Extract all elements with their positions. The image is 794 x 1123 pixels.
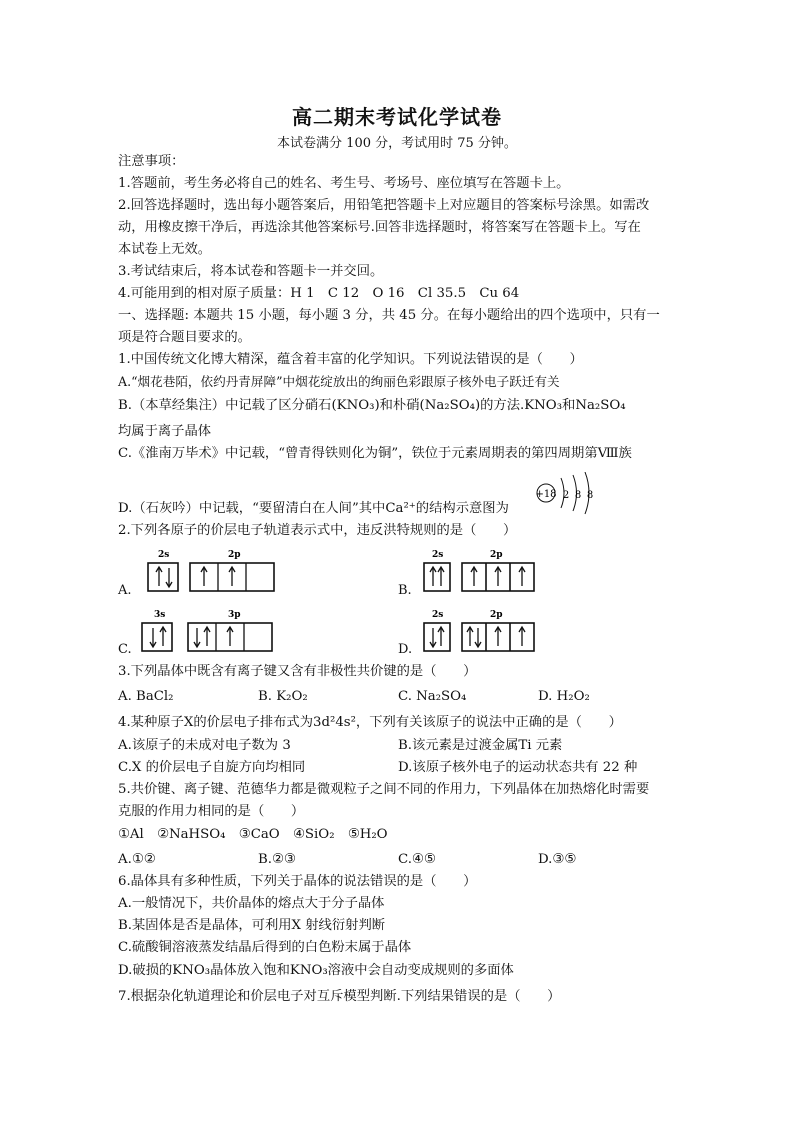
- q3-option-a: A. BaCl₂: [118, 689, 174, 704]
- q2-c-s-label: 3s: [154, 610, 166, 620]
- ion-shell-1: 2: [562, 490, 570, 501]
- q2-a-p-label: 2p: [228, 550, 241, 560]
- q2-d-p-label: 2p: [490, 610, 503, 620]
- q4-option-d: D.该原子核外电子的运动状态共有 22 种: [398, 760, 638, 775]
- note-2-line2: 动，用橡皮擦干净后，再选涂其他答案标号.回答非选择题时，将答案写在答题卡上。写在: [118, 220, 641, 235]
- q2-option-b-letter: B.: [398, 583, 412, 598]
- q6-option-b: B.某固体是否是晶体，可利用X 射线衍射判断: [118, 918, 386, 933]
- q3-option-c: C. Na₂SO₄: [398, 689, 467, 704]
- note-2-line3: 本试卷上无效。: [118, 242, 212, 257]
- q2-option-a-letter: A.: [118, 583, 132, 598]
- section-1-line1: 一、选择题: 本题共 15 小题，每小题 3 分，共 45 分。在每小题给出的四个选项中，只有一: [118, 308, 660, 323]
- q2-stem: 2.下列各原子的价层电子轨道表示式中，违反洪特规则的是（ ）: [118, 523, 517, 538]
- exam-title: 高二期末考试化学试卷: [292, 105, 502, 129]
- q6-option-c: C.硫酸铜溶液蒸发结晶后得到的白色粉末属于晶体: [118, 940, 412, 955]
- q2-b-s-label: 2s: [432, 550, 444, 560]
- section-1-line2: 项是符合题目要求的。: [118, 330, 251, 345]
- q4-option-c: C.X 的价层电子自旋方向均相同: [118, 760, 306, 775]
- note-2-line1: 2.回答选择题时，选出每小题答案后，用铅笔把答题卡上对应题目的答案标号涂黑。如需改: [118, 198, 650, 213]
- q2-d-s-label: 2s: [432, 610, 444, 620]
- q5-items: ①Al ②NaHSO₄ ③CaO ④SiO₂ ⑤H₂O: [118, 827, 388, 842]
- q4-option-a: A.该原子的未成对电子数为 3: [118, 738, 291, 753]
- notes-heading: 注意事项：: [118, 154, 185, 169]
- q1-option-c: C.《淮南万毕术》中记载，“曾青得铁则化为铜”，铁位于元素周期表的第四周期第Ⅷ族: [118, 446, 632, 461]
- q6-option-a: A.一般情况下，共价晶体的熔点大于分子晶体: [118, 896, 385, 911]
- q1-option-b-line1: B.（本草经集注）中记载了区分硝石(KNO₃)和朴硝(Na₂SO₄)的方法.KNO₃和Na₂SO₄: [118, 398, 626, 413]
- q6-stem: 6.晶体具有多种性质，下列关于晶体的说法错误的是（ ）: [118, 874, 477, 889]
- q2-option-d-orbital-diagram: [418, 606, 543, 656]
- q7-stem: 7.根据杂化轨道理论和价层电子对互斥模型判断.下列结果错误的是（ ）: [118, 989, 561, 1004]
- q2-b-p-label: 2p: [490, 550, 503, 560]
- q2-option-b-orbital-diagram: [418, 546, 543, 596]
- q5-option-a: A.①②: [118, 852, 156, 867]
- q2-option-d-letter: D.: [398, 642, 413, 657]
- q3-option-b: B. K₂O₂: [258, 689, 308, 704]
- q5-stem-line1: 5.共价键、离子键、范德华力都是微观粒子之间不同的作用力，下列晶体在加热熔化时需要: [118, 782, 650, 797]
- ion-shell-2: 8: [574, 490, 582, 501]
- calcium-ion-structure-diagram: [535, 472, 607, 524]
- ion-nucleus-label: +18: [535, 489, 557, 500]
- q5-stem-line2: 克服的作用力相同的是（ ）: [118, 804, 305, 819]
- q2-option-a-orbital-diagram: [138, 546, 288, 596]
- note-1: 1.答题前，考生务必将自己的姓名、考生号、考场号、座位填写在答题卡上。: [118, 176, 570, 191]
- q5-option-d: D.③⑤: [538, 852, 577, 867]
- q2-option-c-orbital-diagram: [132, 606, 282, 656]
- q5-option-b: B.②③: [258, 852, 296, 867]
- q1-option-a: A.“烟花巷陌，依约丹青屏障”中烟花绽放出的绚丽色彩跟原子核外电子跃迁有关: [118, 374, 560, 389]
- q1-option-b-line2: 均属于离子晶体: [118, 424, 212, 439]
- q4-option-b: B.该元素是过渡金属Ti 元素: [398, 738, 563, 753]
- q2-c-p-label: 3p: [228, 610, 241, 620]
- note-3: 3.考试结束后，将本试卷和答题卡一并交回。: [118, 264, 384, 279]
- q2-option-c-letter: C.: [118, 642, 132, 657]
- q4-stem: 4.某种原子X的价层电子排布式为3d²4s²，下列有关该原子的说法中正确的是（ ）: [118, 715, 622, 730]
- q1-stem: 1.中国传统文化博大精深，蕴含着丰富的化学知识。下列说法错误的是（ ）: [118, 352, 583, 367]
- q2-a-s-label: 2s: [158, 550, 170, 560]
- q6-option-d: D.破损的KNO₃晶体放入饱和KNO₃溶液中会自动变成规则的多面体: [118, 963, 514, 978]
- exam-subtitle: 本试卷满分 100 分，考试用时 75 分钟。: [277, 136, 517, 151]
- note-4: 4.可能用到的相对原子质量：H 1 C 12 O 16 Cl 35.5 Cu 64: [118, 286, 520, 301]
- q3-option-d: D. H₂O₂: [538, 689, 590, 704]
- q3-stem: 3.下列晶体中既含有离子键又含有非极性共价键的是（ ）: [118, 664, 477, 679]
- q1-option-d: D.（石灰吟）中记载，“要留清白在人间”其中Ca²⁺的结构示意图为: [118, 501, 509, 516]
- ion-shell-3: 8: [586, 490, 594, 501]
- q5-option-c: C.④⑤: [398, 852, 436, 867]
